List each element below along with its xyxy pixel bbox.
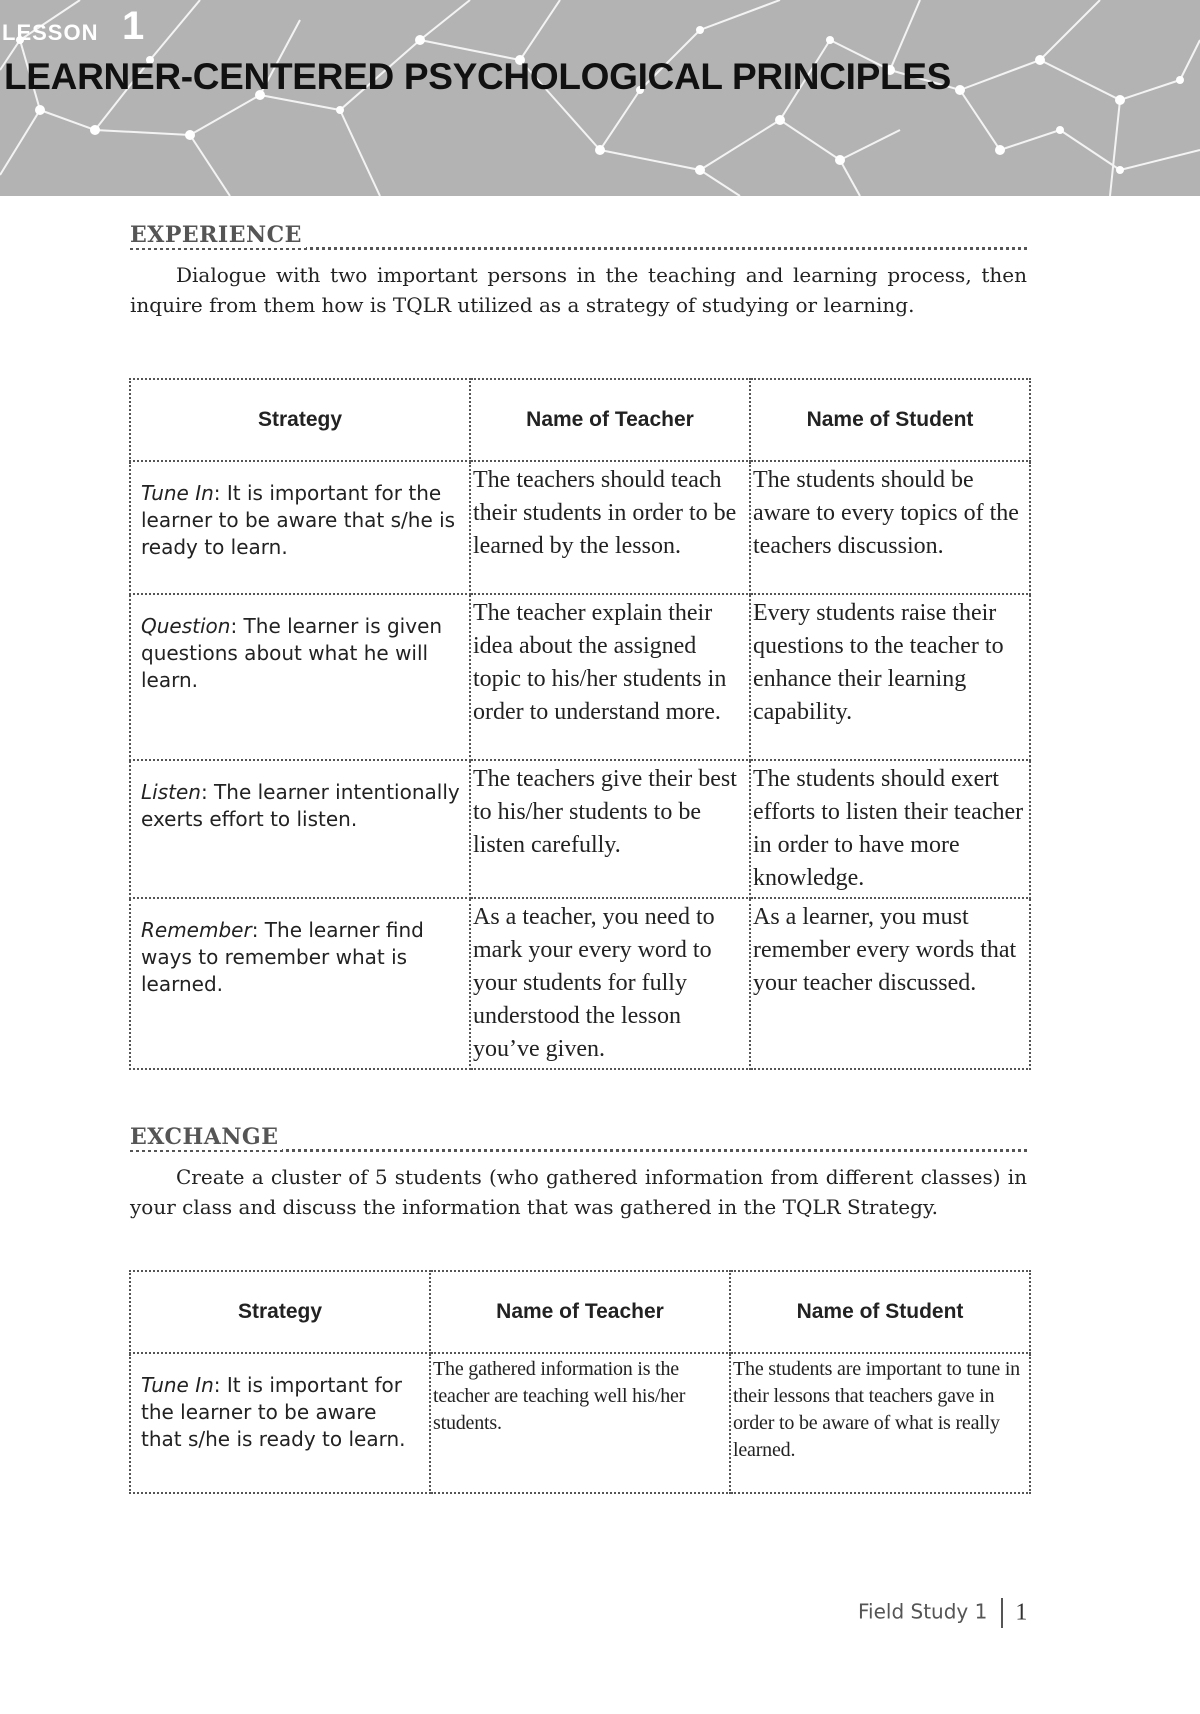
exchange-table	[129, 1270, 1031, 1494]
teacher-response: The teachers give their best to his/her students to be listen carefully.	[470, 760, 750, 898]
experience-heading: EXPERIENCE	[130, 222, 306, 248]
constellation-pattern	[0, 0, 1200, 196]
page-number: 1	[1015, 1599, 1028, 1626]
strategy-cell	[130, 1353, 430, 1493]
student-response: The students should be aware to every topics of the teachers discussion.	[750, 461, 1030, 594]
column-header-teacher: Name of Teacher	[430, 1271, 730, 1353]
page-footer	[858, 1598, 1027, 1628]
experience-table-wrap	[129, 378, 1031, 1070]
strategy-cell	[130, 461, 470, 594]
exchange-instructions: Create a cluster of 5 students (who gathered information from different classes) in your class and discuss the information that was gathered in the TQLR Strategy.	[130, 1165, 1027, 1219]
column-header-student: Name of Student	[750, 379, 1030, 461]
table-row	[130, 1353, 1030, 1493]
student-response: Every students raise their questions to the teacher to enhance their learning capability.	[750, 594, 1030, 760]
column-header-strategy: Strategy	[130, 379, 470, 461]
strategy-term: Listen	[141, 780, 201, 804]
strategy-description: : The learner find ways to remember what is learned.	[141, 918, 424, 996]
column-header-student: Name of Student	[730, 1271, 1030, 1353]
lesson-label: LESSON	[2, 20, 99, 45]
strategy-term: Question	[141, 614, 231, 638]
teacher-response: The teacher explain their idea about the assigned topic to his/her students in order to understand more.	[470, 594, 750, 760]
column-header-teacher: Name of Teacher	[470, 379, 750, 461]
exchange-section	[130, 1124, 1027, 1222]
teacher-response: The teachers should teach their students in order to be learned by the lesson.	[470, 461, 750, 594]
student-response: The students should exert efforts to listen their teacher in order to have more knowledge.	[750, 760, 1030, 898]
strategy-cell	[130, 898, 470, 1069]
column-header-strategy: Strategy	[130, 1271, 430, 1353]
experience-table	[129, 378, 1031, 1070]
table-row	[130, 461, 1030, 594]
strategy-description: : It is important for the learner to be aware that s/he is ready to learn.	[141, 1373, 406, 1451]
lesson-number: 1	[122, 4, 145, 48]
student-response: As a learner, you must remember every words that your teacher discussed.	[750, 898, 1030, 1069]
header-banner	[0, 0, 1200, 196]
student-response: The students are important to tune in their lessons that teachers gave in order to be aware of what is really learned.	[730, 1353, 1030, 1493]
table-row	[130, 760, 1030, 898]
strategy-description: : It is important for the learner to be aware that s/he is ready to learn.	[141, 481, 456, 559]
strategy-term: Tune In	[141, 1373, 214, 1397]
table-row	[130, 594, 1030, 760]
footer-separator	[1001, 1598, 1003, 1628]
experience-section	[130, 222, 1027, 320]
exchange-table-wrap	[129, 1270, 1031, 1494]
page-title: LEARNER-CENTERED PSYCHOLOGICAL PRINCIPLES	[4, 56, 952, 97]
table-row	[130, 898, 1030, 1069]
strategy-description: : The learner intentionally exerts effort to listen.	[141, 780, 460, 831]
table-header-row	[130, 1271, 1030, 1353]
strategy-cell	[130, 760, 470, 898]
teacher-response: The gathered information is the teacher are teaching well his/her students.	[430, 1353, 730, 1493]
strategy-term: Tune In	[141, 481, 214, 505]
strategy-term: Remember	[141, 918, 252, 942]
strategy-cell	[130, 594, 470, 760]
teacher-response: As a teacher, you need to mark your every word to your students for fully understood the lesson you’ve given.	[470, 898, 750, 1069]
course-name: Field Study 1	[858, 1599, 988, 1624]
table-header-row	[130, 379, 1030, 461]
experience-instructions: Dialogue with two important persons in the teaching and learning process, then inquire from them how is TQLR utilized as a strategy of studying or learning.	[130, 263, 1027, 317]
strategy-description: : The learner is given questions about what he will learn.	[141, 614, 443, 692]
exchange-heading: EXCHANGE	[130, 1124, 282, 1150]
